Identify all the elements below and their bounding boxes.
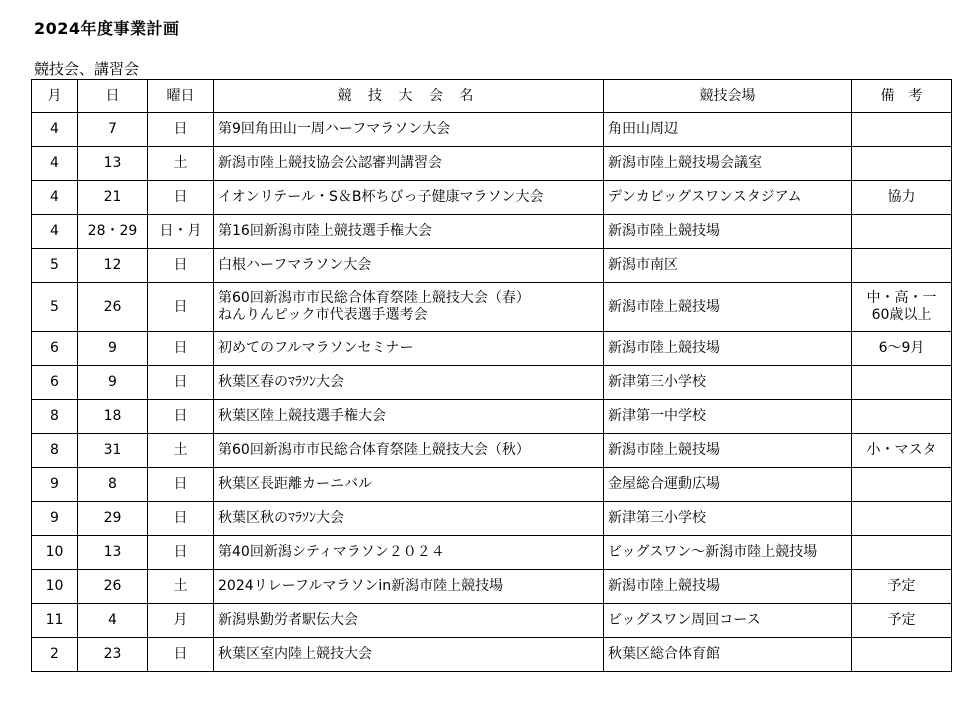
table-row [32, 502, 952, 536]
cell-notes [852, 468, 952, 502]
cell-weekday: 日 [148, 638, 214, 672]
cell-weekday: 日 [148, 536, 214, 570]
cell-month: 4 [32, 147, 78, 181]
cell-event: イオンリテール・S＆B杯ちびっ子健康マラソン大会 [214, 181, 604, 215]
cell-venue: 秋葉区総合体育館 [604, 638, 852, 672]
table-row [32, 332, 952, 366]
cell-weekday: 月 [148, 604, 214, 638]
table-row [32, 113, 952, 147]
cell-venue: 金屋総合運動広場 [604, 468, 852, 502]
cell-weekday: 日 [148, 332, 214, 366]
cell-month: 4 [32, 181, 78, 215]
cell-event: 新潟市陸上競技協会公認審判講習会 [214, 147, 604, 181]
header-weekday: 曜日 [148, 80, 214, 113]
cell-venue: 新潟市陸上競技場 [604, 332, 852, 366]
cell-notes: 予定 [852, 570, 952, 604]
table-row [32, 249, 952, 283]
cell-day: 9 [78, 332, 148, 366]
cell-day: 13 [78, 536, 148, 570]
cell-venue: 新潟市南区 [604, 249, 852, 283]
cell-weekday: 日 [148, 502, 214, 536]
cell-event: 第60回新潟市市民総合体育祭陸上競技大会（秋） [214, 434, 604, 468]
cell-event: 秋葉区室内陸上競技大会 [214, 638, 604, 672]
cell-day: 9 [78, 366, 148, 400]
cell-weekday: 土 [148, 147, 214, 181]
cell-day: 21 [78, 181, 148, 215]
cell-day: 29 [78, 502, 148, 536]
cell-day: 13 [78, 147, 148, 181]
cell-weekday: 日 [148, 113, 214, 147]
cell-notes: 6～9月 [852, 332, 952, 366]
cell-weekday: 日 [148, 400, 214, 434]
cell-month: 4 [32, 215, 78, 249]
cell-event: 初めてのフルマラソンセミナー [214, 332, 604, 366]
cell-notes [852, 215, 952, 249]
cell-day: 4 [78, 604, 148, 638]
cell-notes [852, 113, 952, 147]
cell-weekday: 日・月 [148, 215, 214, 249]
cell-notes [852, 366, 952, 400]
cell-month: 10 [32, 570, 78, 604]
section-title: 競技会、講習会 [34, 60, 140, 78]
cell-venue: 新潟市陸上競技場 [604, 570, 852, 604]
cell-notes [852, 536, 952, 570]
cell-venue: 新津第三小学校 [604, 366, 852, 400]
table-row [32, 638, 952, 672]
cell-notes: 予定 [852, 604, 952, 638]
table-row [32, 181, 952, 215]
cell-venue: 新潟市陸上競技場 [604, 283, 852, 332]
cell-weekday: 土 [148, 434, 214, 468]
cell-venue: デンカビッグスワンスタジアム [604, 181, 852, 215]
cell-event: 秋葉区春のﾏﾗｿﾝ大会 [214, 366, 604, 400]
cell-weekday: 土 [148, 570, 214, 604]
cell-day: 12 [78, 249, 148, 283]
cell-month: 6 [32, 332, 78, 366]
cell-month: 5 [32, 249, 78, 283]
cell-event: 2024リレーフルマラソンin新潟市陸上競技場 [214, 570, 604, 604]
cell-month: 9 [32, 502, 78, 536]
cell-event: 秋葉区秋のﾏﾗｿﾝ大会 [214, 502, 604, 536]
cell-day: 28・29 [78, 215, 148, 249]
cell-month: 5 [32, 283, 78, 332]
table-row [32, 468, 952, 502]
header-day: 日 [78, 80, 148, 113]
table-row [32, 366, 952, 400]
cell-weekday: 日 [148, 181, 214, 215]
cell-notes: 中・高・一 60歳以上 [852, 283, 952, 332]
cell-month: 8 [32, 400, 78, 434]
table-row [32, 604, 952, 638]
table-header-row [32, 80, 952, 113]
cell-day: 7 [78, 113, 148, 147]
cell-notes [852, 147, 952, 181]
cell-notes: 協力 [852, 181, 952, 215]
cell-event: 秋葉区陸上競技選手権大会 [214, 400, 604, 434]
cell-day: 23 [78, 638, 148, 672]
table-row [32, 570, 952, 604]
table-row [32, 434, 952, 468]
schedule-table [31, 79, 952, 672]
cell-month: 2 [32, 638, 78, 672]
cell-day: 18 [78, 400, 148, 434]
cell-venue: 角田山周辺 [604, 113, 852, 147]
cell-event: 第60回新潟市市民総合体育祭陸上競技大会（春） ねんりんピック市代表選手選考会 [214, 283, 604, 332]
cell-notes [852, 638, 952, 672]
cell-month: 11 [32, 604, 78, 638]
cell-month: 8 [32, 434, 78, 468]
page-title: 2024年度事業計画 [34, 19, 180, 38]
table-row [32, 536, 952, 570]
cell-venue: 新潟市陸上競技場 [604, 215, 852, 249]
cell-weekday: 日 [148, 249, 214, 283]
table-row [32, 215, 952, 249]
cell-venue: 新津第一中学校 [604, 400, 852, 434]
table-row [32, 147, 952, 181]
cell-notes [852, 249, 952, 283]
header-notes: 備 考 [852, 80, 952, 113]
cell-month: 6 [32, 366, 78, 400]
cell-venue: 新潟市陸上競技場会議室 [604, 147, 852, 181]
cell-month: 9 [32, 468, 78, 502]
cell-venue: 新潟市陸上競技場 [604, 434, 852, 468]
header-month: 月 [32, 80, 78, 113]
cell-month: 10 [32, 536, 78, 570]
header-venue: 競技会場 [604, 80, 852, 113]
cell-notes [852, 400, 952, 434]
cell-month: 4 [32, 113, 78, 147]
cell-event: 新潟県勤労者駅伝大会 [214, 604, 604, 638]
cell-weekday: 日 [148, 283, 214, 332]
cell-event: 第16回新潟市陸上競技選手権大会 [214, 215, 604, 249]
header-event: 競 技 大 会 名 [214, 80, 604, 113]
cell-weekday: 日 [148, 468, 214, 502]
cell-venue: ビッグスワン周回コース [604, 604, 852, 638]
cell-day: 26 [78, 283, 148, 332]
cell-event: 白根ハーフマラソン大会 [214, 249, 604, 283]
cell-event: 第40回新潟シティマラソン２０２４ [214, 536, 604, 570]
cell-notes: 小・マスタ [852, 434, 952, 468]
cell-day: 8 [78, 468, 148, 502]
cell-venue: ビッグスワン～新潟市陸上競技場 [604, 536, 852, 570]
cell-day: 26 [78, 570, 148, 604]
cell-event: 第9回角田山一周ハーフマラソン大会 [214, 113, 604, 147]
cell-day: 31 [78, 434, 148, 468]
table-row [32, 283, 952, 332]
table-row [32, 400, 952, 434]
cell-notes [852, 502, 952, 536]
cell-event: 秋葉区長距離カーニバル [214, 468, 604, 502]
cell-weekday: 日 [148, 366, 214, 400]
cell-venue: 新津第三小学校 [604, 502, 852, 536]
